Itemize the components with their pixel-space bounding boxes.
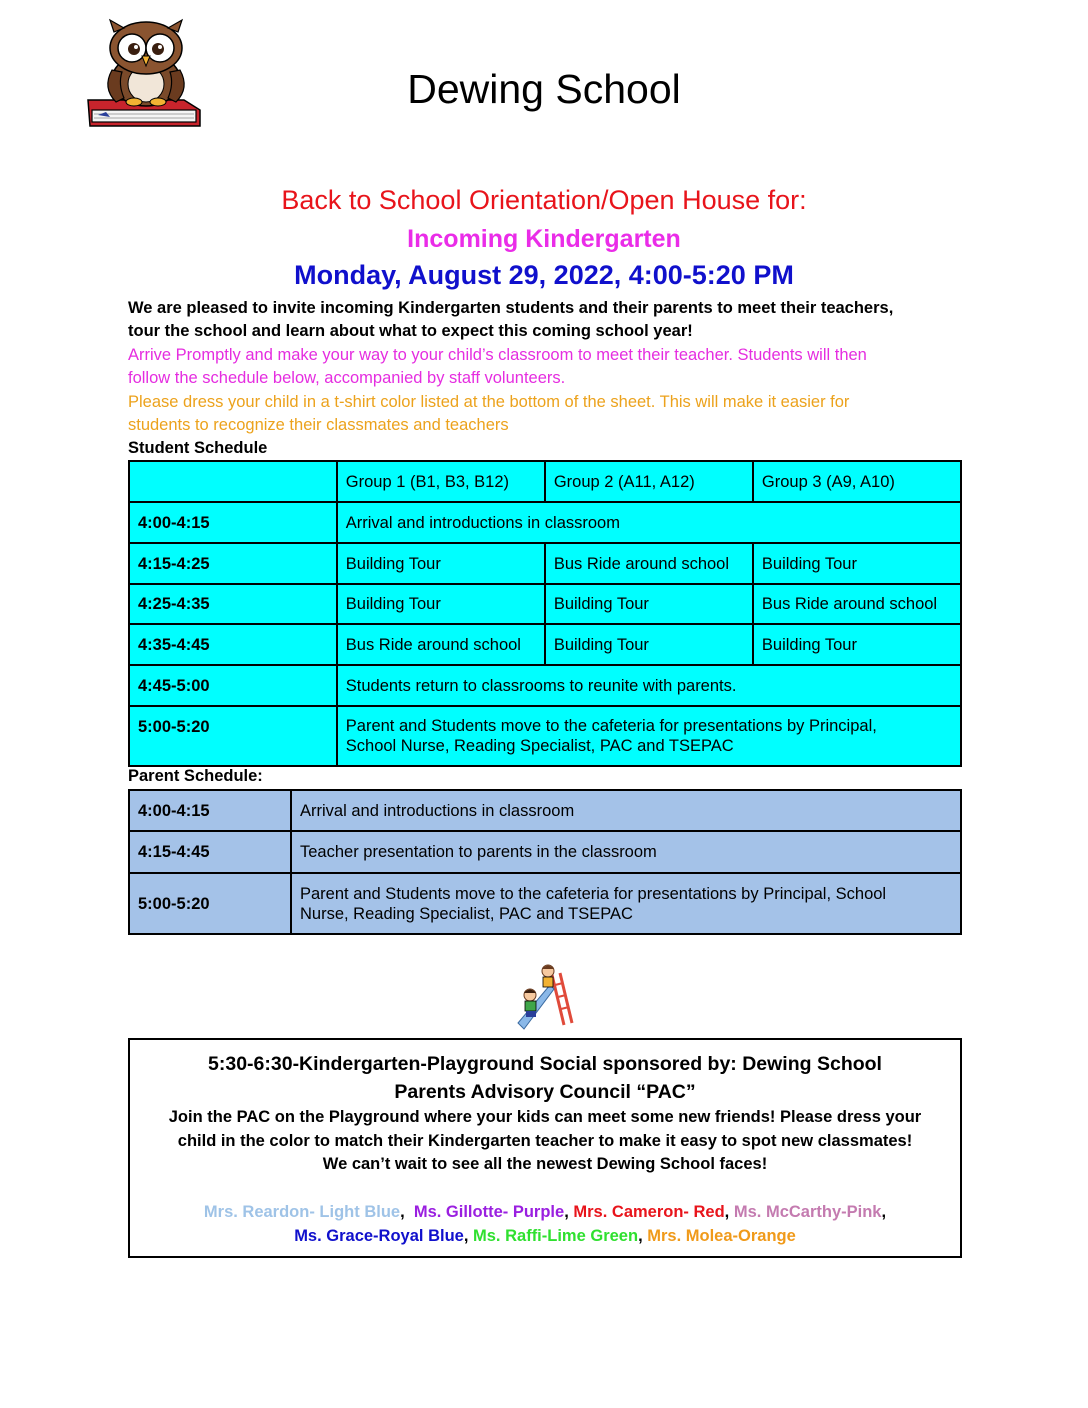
activity-cell: Teacher presentation to parents in the classroom [291,831,961,873]
time-cell: 5:00-5:20 [129,706,337,766]
activity-cell: Building Tour [545,584,753,624]
teacher-color-item: Mrs. Reardon- Light Blue [203,1203,401,1221]
social-body-line: We can’t wait to see all the newest Dewing School faces! [322,1155,768,1173]
student-schedule-table [128,460,962,767]
teacher-color-list [130,1200,960,1248]
activity-line: School Nurse, Reading Specialist, PAC and TSEPAC [345,737,734,755]
student-schedule-label: Student Schedule [128,439,268,457]
separator: , [463,1227,469,1245]
activity-cell: Arrival and introductions in classroom [291,790,961,831]
activity-cell: Building Tour [337,543,545,584]
time-cell: 4:45-5:00 [129,665,337,706]
table-row [129,831,961,873]
activity-cell [291,873,961,934]
event-date-time: Monday, August 29, 2022, 4:00-5:20 PM [294,260,794,290]
activity-cell: Bus Ride around school [753,584,961,624]
activity-line: Parent and Students move to the cafeteria for presentations by Principal, School [300,884,887,903]
table-row [129,624,961,665]
teacher-color-item: Ms. Gillotte- Purple [413,1203,565,1221]
school-title: Dewing School [407,66,681,112]
table-row [129,543,961,584]
table-row [129,873,961,934]
parent-schedule-table [128,789,962,935]
social-title-line: 5:30-6:30-Kindergarten-Playground Social sponsored by: Dewing School [208,1053,882,1075]
separator: , [724,1203,730,1221]
teacher-color-item: Ms. Grace-Royal Blue [294,1227,464,1245]
social-body-line: Join the PAC on the Playground where your kids can meet some new friends! Please dress your [168,1108,922,1126]
teacher-color-item: Ms. Raffi-Lime Green [473,1227,639,1245]
social-body [130,1106,960,1177]
table-row [129,584,961,624]
activity-cell: Students return to classrooms to reunite with parents. [337,665,961,706]
time-cell: 4:00-4:15 [129,502,337,543]
arrive-line: Arrive Promptly and make your way to your child’s classroom to meet their teacher. Students will then [128,346,867,364]
time-cell: 5:00-5:20 [129,873,291,934]
table-row [129,502,961,543]
table-header-cell: Group 3 (A9, A10) [753,461,961,502]
arrive-paragraph [128,344,978,390]
activity-cell: Building Tour [545,624,753,665]
invite-line: We are pleased to invite incoming Kindergarten students and their parents to meet their teachers, [128,299,894,317]
activity-cell: Building Tour [753,624,961,665]
time-cell: 4:25-4:35 [129,584,337,624]
time-cell: 4:00-4:15 [129,790,291,831]
event-audience: Incoming Kindergarten [407,225,681,253]
activity-cell [337,706,961,766]
table-header-cell: Group 1 (B1, B3, B12) [337,461,545,502]
separator: , [400,1203,405,1221]
invite-paragraph [128,297,978,343]
activity-line: Nurse, Reading Specialist, PAC and TSEPAC [300,904,633,923]
table-row [129,665,961,706]
table-header-cell [129,461,337,502]
separator: , [638,1227,643,1245]
dress-line: Please dress your child in a t-shirt color listed at the bottom of the sheet. This will make it easier for [128,393,850,411]
teacher-color-line [130,1200,960,1224]
separator: , [564,1203,569,1221]
dress-line: students to recognize their classmates and teachers [128,416,509,434]
teacher-color-item: Ms. McCarthy-Pink [733,1203,882,1221]
teacher-color-item: Mrs. Molea-Orange [647,1227,796,1245]
activity-line: Parent and Students move to the cafeteria for presentations by Principal, [345,717,877,735]
kids-on-slide-icon [514,963,574,1031]
social-title-line: Parents Advisory Council “PAC” [394,1081,696,1103]
separator: , [881,1203,887,1221]
time-cell: 4:15-4:45 [129,831,291,873]
parent-schedule-label: Parent Schedule: [128,767,263,785]
activity-cell: Bus Ride around school [337,624,545,665]
social-body-line: child in the color to match their Kindergarten teacher to make it easy to spot new classmates! [177,1131,913,1150]
activity-cell: Bus Ride around school [545,543,753,584]
activity-cell: Arrival and introductions in classroom [337,502,961,543]
time-cell: 4:35-4:45 [129,624,337,665]
dress-paragraph [128,391,978,437]
activity-cell: Building Tour [337,584,545,624]
table-header-row [129,461,961,502]
time-cell: 4:15-4:25 [129,543,337,584]
event-heading: Back to School Orientation/Open House for: [281,185,807,215]
table-header-cell: Group 2 (A11, A12) [545,461,753,502]
table-row [129,706,961,766]
activity-cell: Building Tour [753,543,961,584]
teacher-color-item: Mrs. Cameron- Red [573,1203,725,1221]
social-title [130,1050,960,1106]
arrive-line: follow the schedule below, accompanied by staff volunteers. [128,369,566,387]
table-row [129,790,961,831]
invite-line: tour the school and learn about what to expect this coming school year! [128,322,693,340]
teacher-color-line [130,1224,960,1248]
playground-social-box [128,1038,962,1258]
